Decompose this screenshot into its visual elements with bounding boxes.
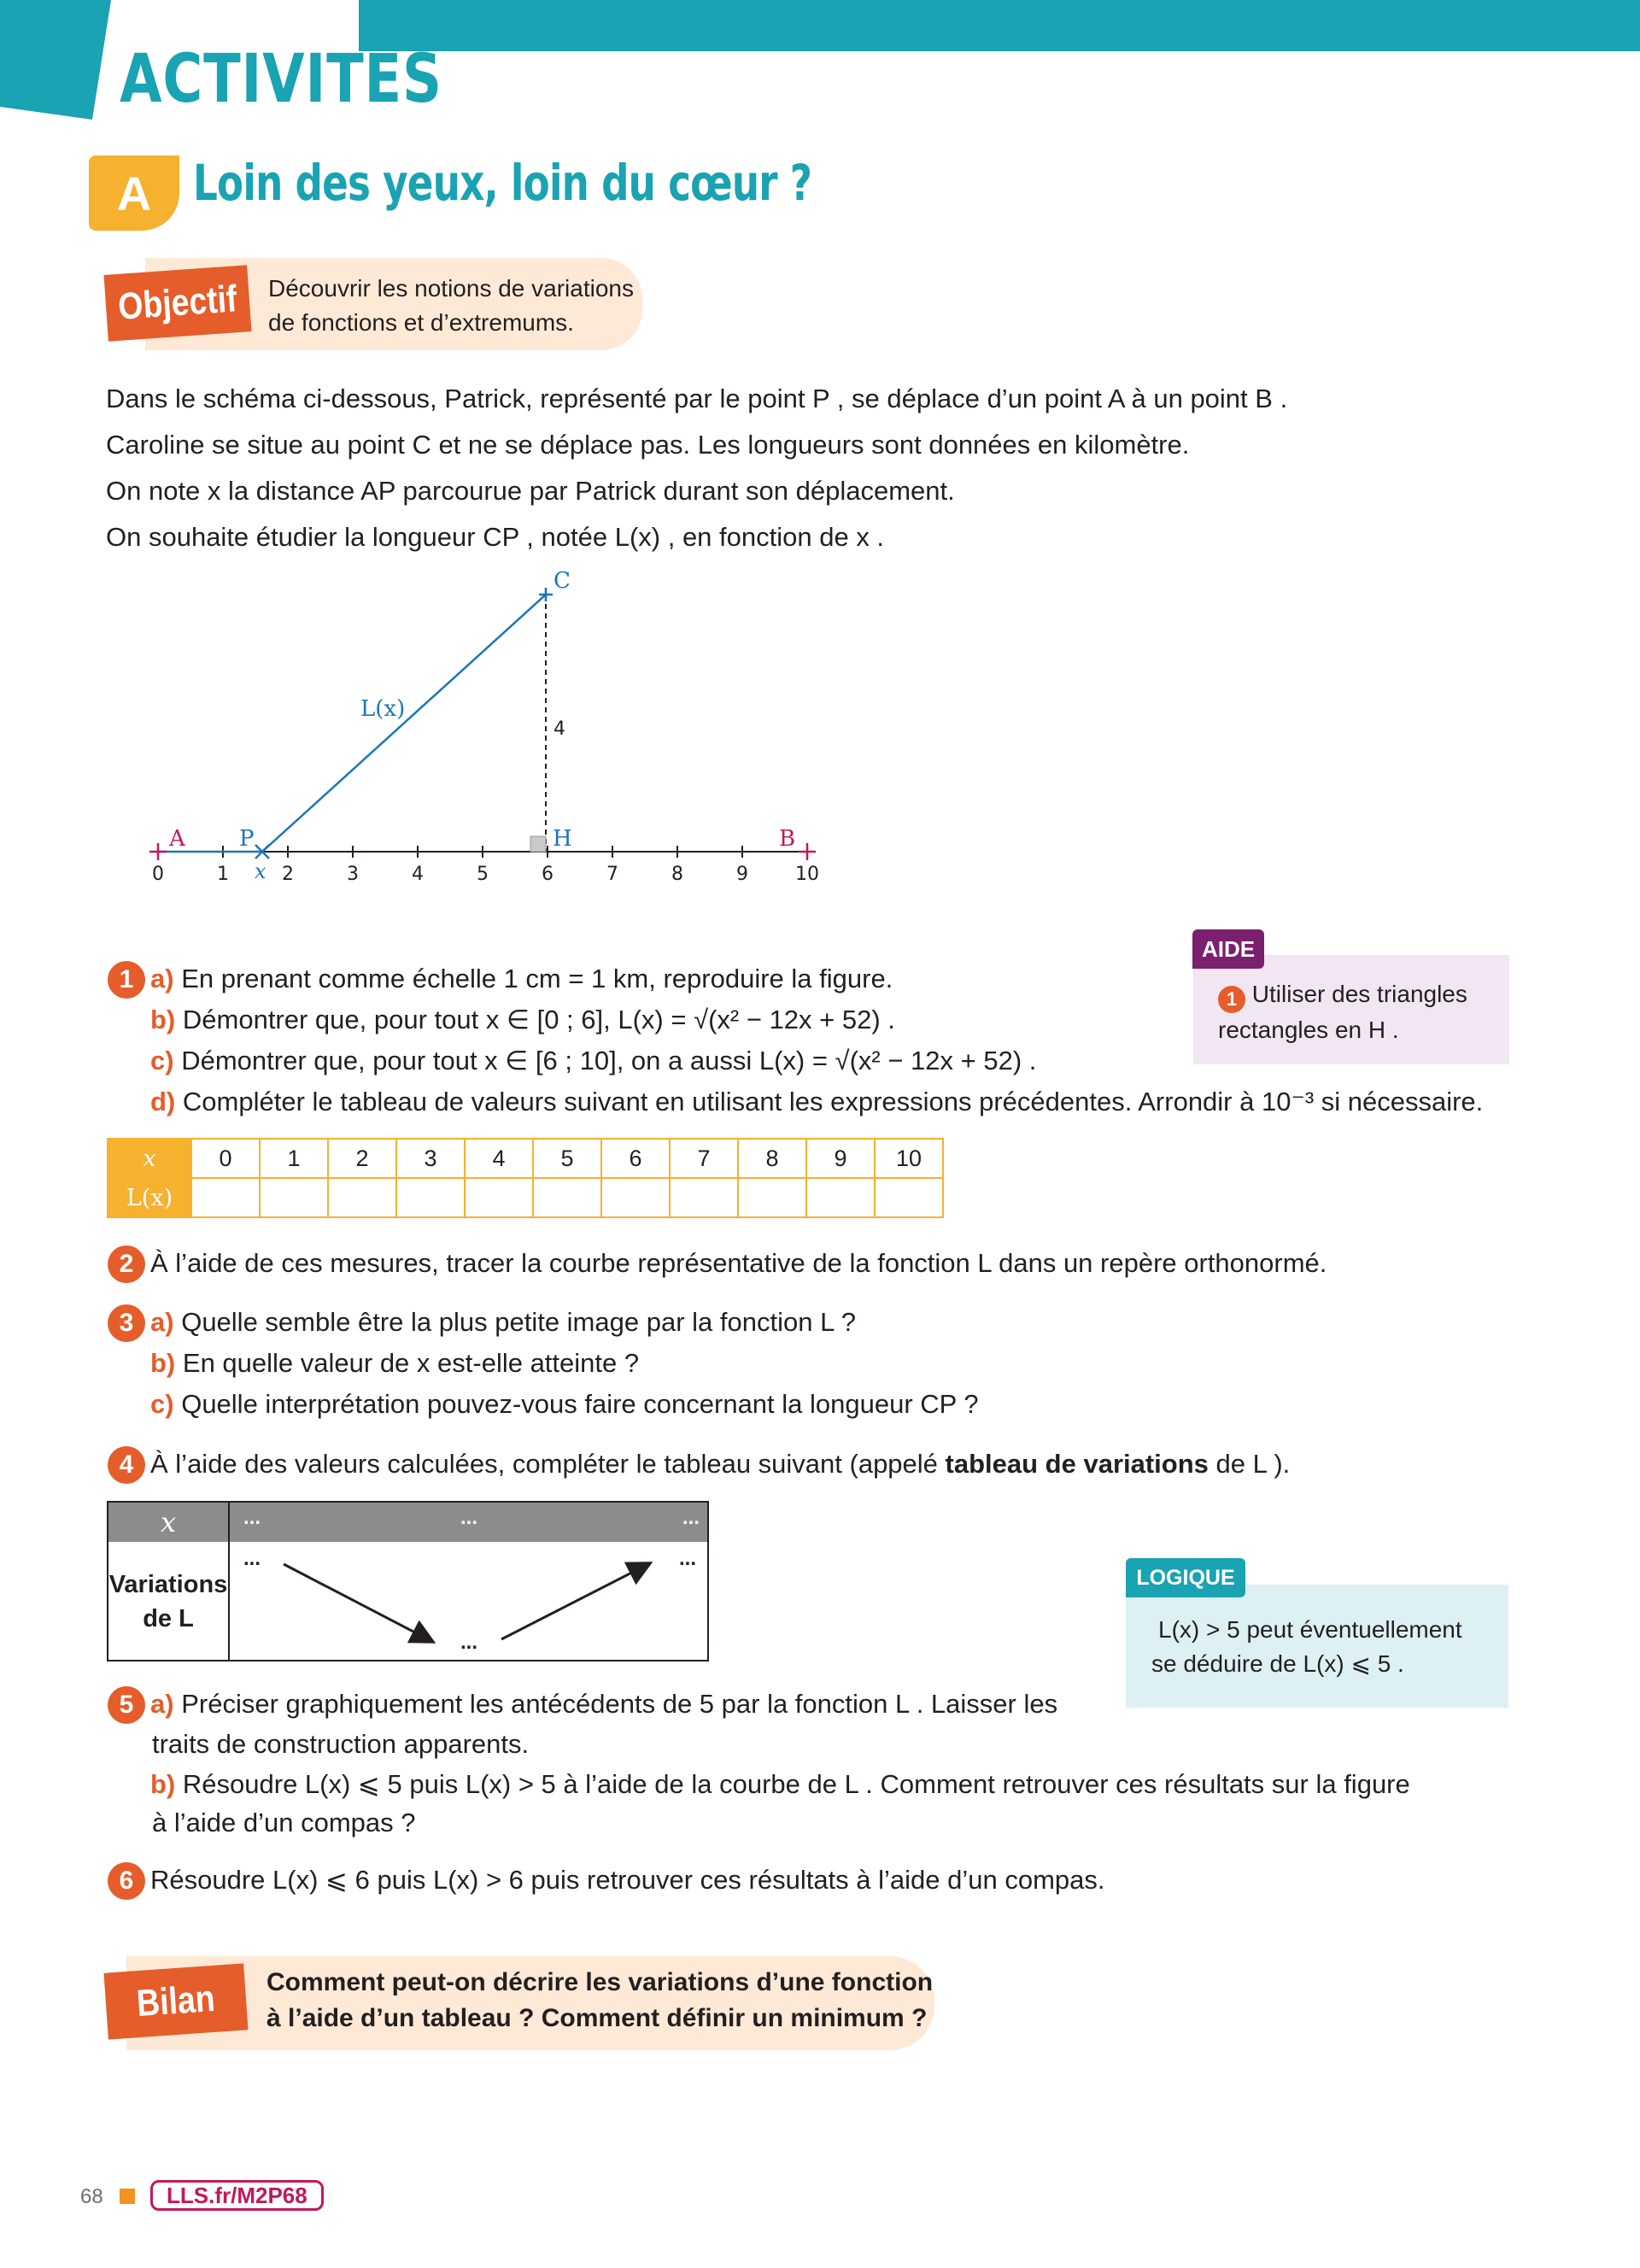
value-cell: 2 bbox=[328, 1139, 396, 1178]
value-cell: 10 bbox=[875, 1139, 943, 1178]
axis-tick-label: 3 bbox=[347, 864, 359, 885]
x-end-dots: ... bbox=[682, 1506, 700, 1529]
logique-text: L(x) > 5 peut éventuellement se déduire de L(x) ⩽ 5 . bbox=[1151, 1616, 1462, 1677]
height-label: 4 bbox=[554, 718, 565, 740]
intro-paragraph bbox=[106, 376, 1287, 560]
empty-cell[interactable] bbox=[191, 1178, 260, 1217]
increasing-arrow bbox=[501, 1564, 648, 1639]
axis-tick-label: 5 bbox=[477, 864, 489, 885]
intro-line: On souhaite étudier la longueur CP , notée L(x) , en fonction de x . bbox=[106, 522, 885, 552]
decreasing-arrow bbox=[284, 1564, 431, 1641]
q3a: a) Quelle semble être la plus petite image par la fonction L ? bbox=[150, 1307, 857, 1337]
aide-text: 1 Utiliser des triangles rectangles en H . bbox=[1218, 981, 1467, 1043]
variation-table bbox=[107, 1501, 709, 1661]
value-cell: 5 bbox=[533, 1139, 601, 1178]
axis-tick-label: 8 bbox=[671, 864, 683, 885]
empty-cell[interactable] bbox=[601, 1178, 670, 1217]
value-table-head-l: L(x) bbox=[108, 1178, 191, 1217]
geometry-figure bbox=[145, 564, 829, 888]
value-cell: 6 bbox=[601, 1139, 670, 1178]
q1b: b) Démontrer que, pour tout x ∈ [0 ; 6], L(x) = √(x² − 12x + 52) . bbox=[150, 1005, 895, 1034]
axis-tick-label: 6 bbox=[542, 864, 554, 885]
value-cell: 9 bbox=[806, 1139, 875, 1178]
axis-tick-label: 0 bbox=[152, 864, 164, 885]
value-cell: 0 bbox=[191, 1139, 260, 1178]
empty-cell[interactable] bbox=[738, 1178, 806, 1217]
q1d: d) Compléter le tableau de valeurs suivant en utilisant les expressions précédentes. Arrondir à 10⁻³ si nécessaire. bbox=[150, 1087, 1484, 1116]
axis-tick-label: 7 bbox=[606, 864, 618, 885]
q4-text: À l’aide des valeurs calculées, compléter le tableau suivant (appelé tableau de variations de L ). bbox=[150, 1449, 1291, 1479]
value-table bbox=[107, 1138, 944, 1218]
value-table-row-l bbox=[108, 1178, 943, 1217]
question-5-number: 5 bbox=[108, 1686, 145, 1724]
segment-cp bbox=[262, 595, 546, 852]
footer-square bbox=[120, 2189, 135, 2204]
value-cell: 4 bbox=[465, 1139, 533, 1178]
right-angle-mark bbox=[530, 836, 546, 852]
axis-tick-labels bbox=[152, 864, 819, 885]
intro-line: Dans le schéma ci-dessous, Patrick, représenté par le point P , se déplace d’un point A à un point B . bbox=[106, 384, 1288, 413]
question-2-number: 2 bbox=[108, 1245, 145, 1283]
axis-tick-label: 9 bbox=[736, 864, 748, 885]
section-letter: A bbox=[89, 155, 179, 231]
page-number: 68 bbox=[80, 2185, 103, 2208]
x-mid-dots: ... bbox=[460, 1506, 478, 1529]
q5a-line2: traits de construction apparents. bbox=[152, 1729, 530, 1759]
axis-tick-label: 1 bbox=[217, 864, 229, 885]
logique-tag: LOGIQUE bbox=[1126, 1558, 1245, 1597]
objectif-text: Découvrir les notions de variations de fonctions et d’extremums. bbox=[268, 275, 634, 336]
axis-tick-label: 2 bbox=[282, 864, 294, 885]
x-start-dots: ... bbox=[243, 1506, 261, 1529]
bilan-text: Comment peut-on décrire les variations d’une fonction à l’aide d’un tableau ? Comment définir un minimum ? bbox=[266, 1968, 934, 2032]
empty-cell[interactable] bbox=[328, 1178, 396, 1217]
value-cell: 7 bbox=[670, 1139, 738, 1178]
point-h-label: H bbox=[553, 826, 572, 852]
axis-tick-label: 10 bbox=[795, 864, 819, 885]
x-marker-label: x bbox=[255, 859, 266, 883]
axis-tick-label: 4 bbox=[412, 864, 424, 885]
empty-cell[interactable] bbox=[396, 1178, 465, 1217]
value-cell: 3 bbox=[396, 1139, 465, 1178]
variation-label: Variations de L bbox=[108, 1571, 228, 1632]
footer-link[interactable]: LLS.fr/M2P68 bbox=[150, 2180, 324, 2211]
empty-cell[interactable] bbox=[875, 1178, 943, 1217]
value-cell: 1 bbox=[260, 1139, 328, 1178]
objectif-label: Objectif bbox=[103, 265, 251, 342]
header-tab-shape bbox=[0, 0, 120, 120]
intro-line: Caroline se situe au point C et ne se déplace pas. Les longueurs sont données en kilomètre. bbox=[106, 430, 1190, 460]
question-6-number: 6 bbox=[108, 1862, 145, 1900]
header-band bbox=[359, 0, 1640, 51]
aide-tag: AIDE bbox=[1192, 929, 1264, 969]
q5b-line2: à l’aide d’un compas ? bbox=[152, 1808, 416, 1837]
question-4-number: 4 bbox=[108, 1446, 145, 1484]
empty-cell[interactable] bbox=[670, 1178, 738, 1217]
q6-text: Résoudre L(x) ⩽ 6 puis L(x) > 6 puis retrouver ces résultats à l’aide d’un compas. bbox=[150, 1865, 1105, 1895]
value-cell: 8 bbox=[738, 1139, 806, 1178]
q3b: b) En quelle valeur de x est-elle atteinte ? bbox=[150, 1348, 640, 1378]
value-table-head-x: x bbox=[108, 1139, 191, 1178]
var-end-dots: ... bbox=[679, 1547, 697, 1570]
empty-cell[interactable] bbox=[533, 1178, 601, 1217]
point-p-label: P bbox=[239, 826, 255, 852]
variation-table-head-x: x bbox=[108, 1503, 230, 1542]
point-a-label: A bbox=[169, 826, 185, 852]
empty-cell[interactable] bbox=[260, 1178, 328, 1217]
segment-cp-label: L(x) bbox=[360, 696, 406, 722]
q3c: c) Quelle interprétation pouvez-vous faire concernant la longueur CP ? bbox=[150, 1389, 979, 1419]
question-1-number: 1 bbox=[108, 961, 145, 999]
bilan-label: Bilan bbox=[103, 1963, 248, 2039]
variation-arrows bbox=[108, 1503, 707, 1660]
point-c-label: C bbox=[554, 568, 571, 594]
q5b-line1: b) Résoudre L(x) ⩽ 5 puis L(x) > 5 à l’aide de la courbe de L . Comment retrouver ces résultats sur la figure bbox=[150, 1769, 1410, 1799]
value-table-row-x bbox=[108, 1139, 943, 1178]
q5a-line1: a) Préciser graphiquement les antécédents de 5 par la fonction L . Laisser les bbox=[150, 1689, 1058, 1719]
page-title: ACTIVITÉS bbox=[120, 41, 442, 118]
var-start-dots: ... bbox=[243, 1547, 261, 1570]
empty-cell[interactable] bbox=[465, 1178, 533, 1217]
q1a: a) En prenant comme échelle 1 cm = 1 km, reproduire la figure. bbox=[150, 964, 893, 993]
empty-cell[interactable] bbox=[806, 1178, 875, 1217]
q1c: c) Démontrer que, pour tout x ∈ [6 ; 10], on a aussi L(x) = √(x² − 12x + 52) . bbox=[150, 1046, 1037, 1075]
question-3-number: 3 bbox=[108, 1304, 145, 1342]
intro-line: On note x la distance AP parcourue par Patrick durant son déplacement. bbox=[106, 476, 955, 506]
var-min-dots: ... bbox=[460, 1631, 478, 1654]
section-title: Loin des yeux, loin du cœur ? bbox=[193, 154, 812, 212]
q2-text: À l’aide de ces mesures, tracer la courbe représentative de la fonction L dans un repère orthonormé. bbox=[150, 1248, 1327, 1278]
point-b-label: B bbox=[779, 826, 796, 852]
